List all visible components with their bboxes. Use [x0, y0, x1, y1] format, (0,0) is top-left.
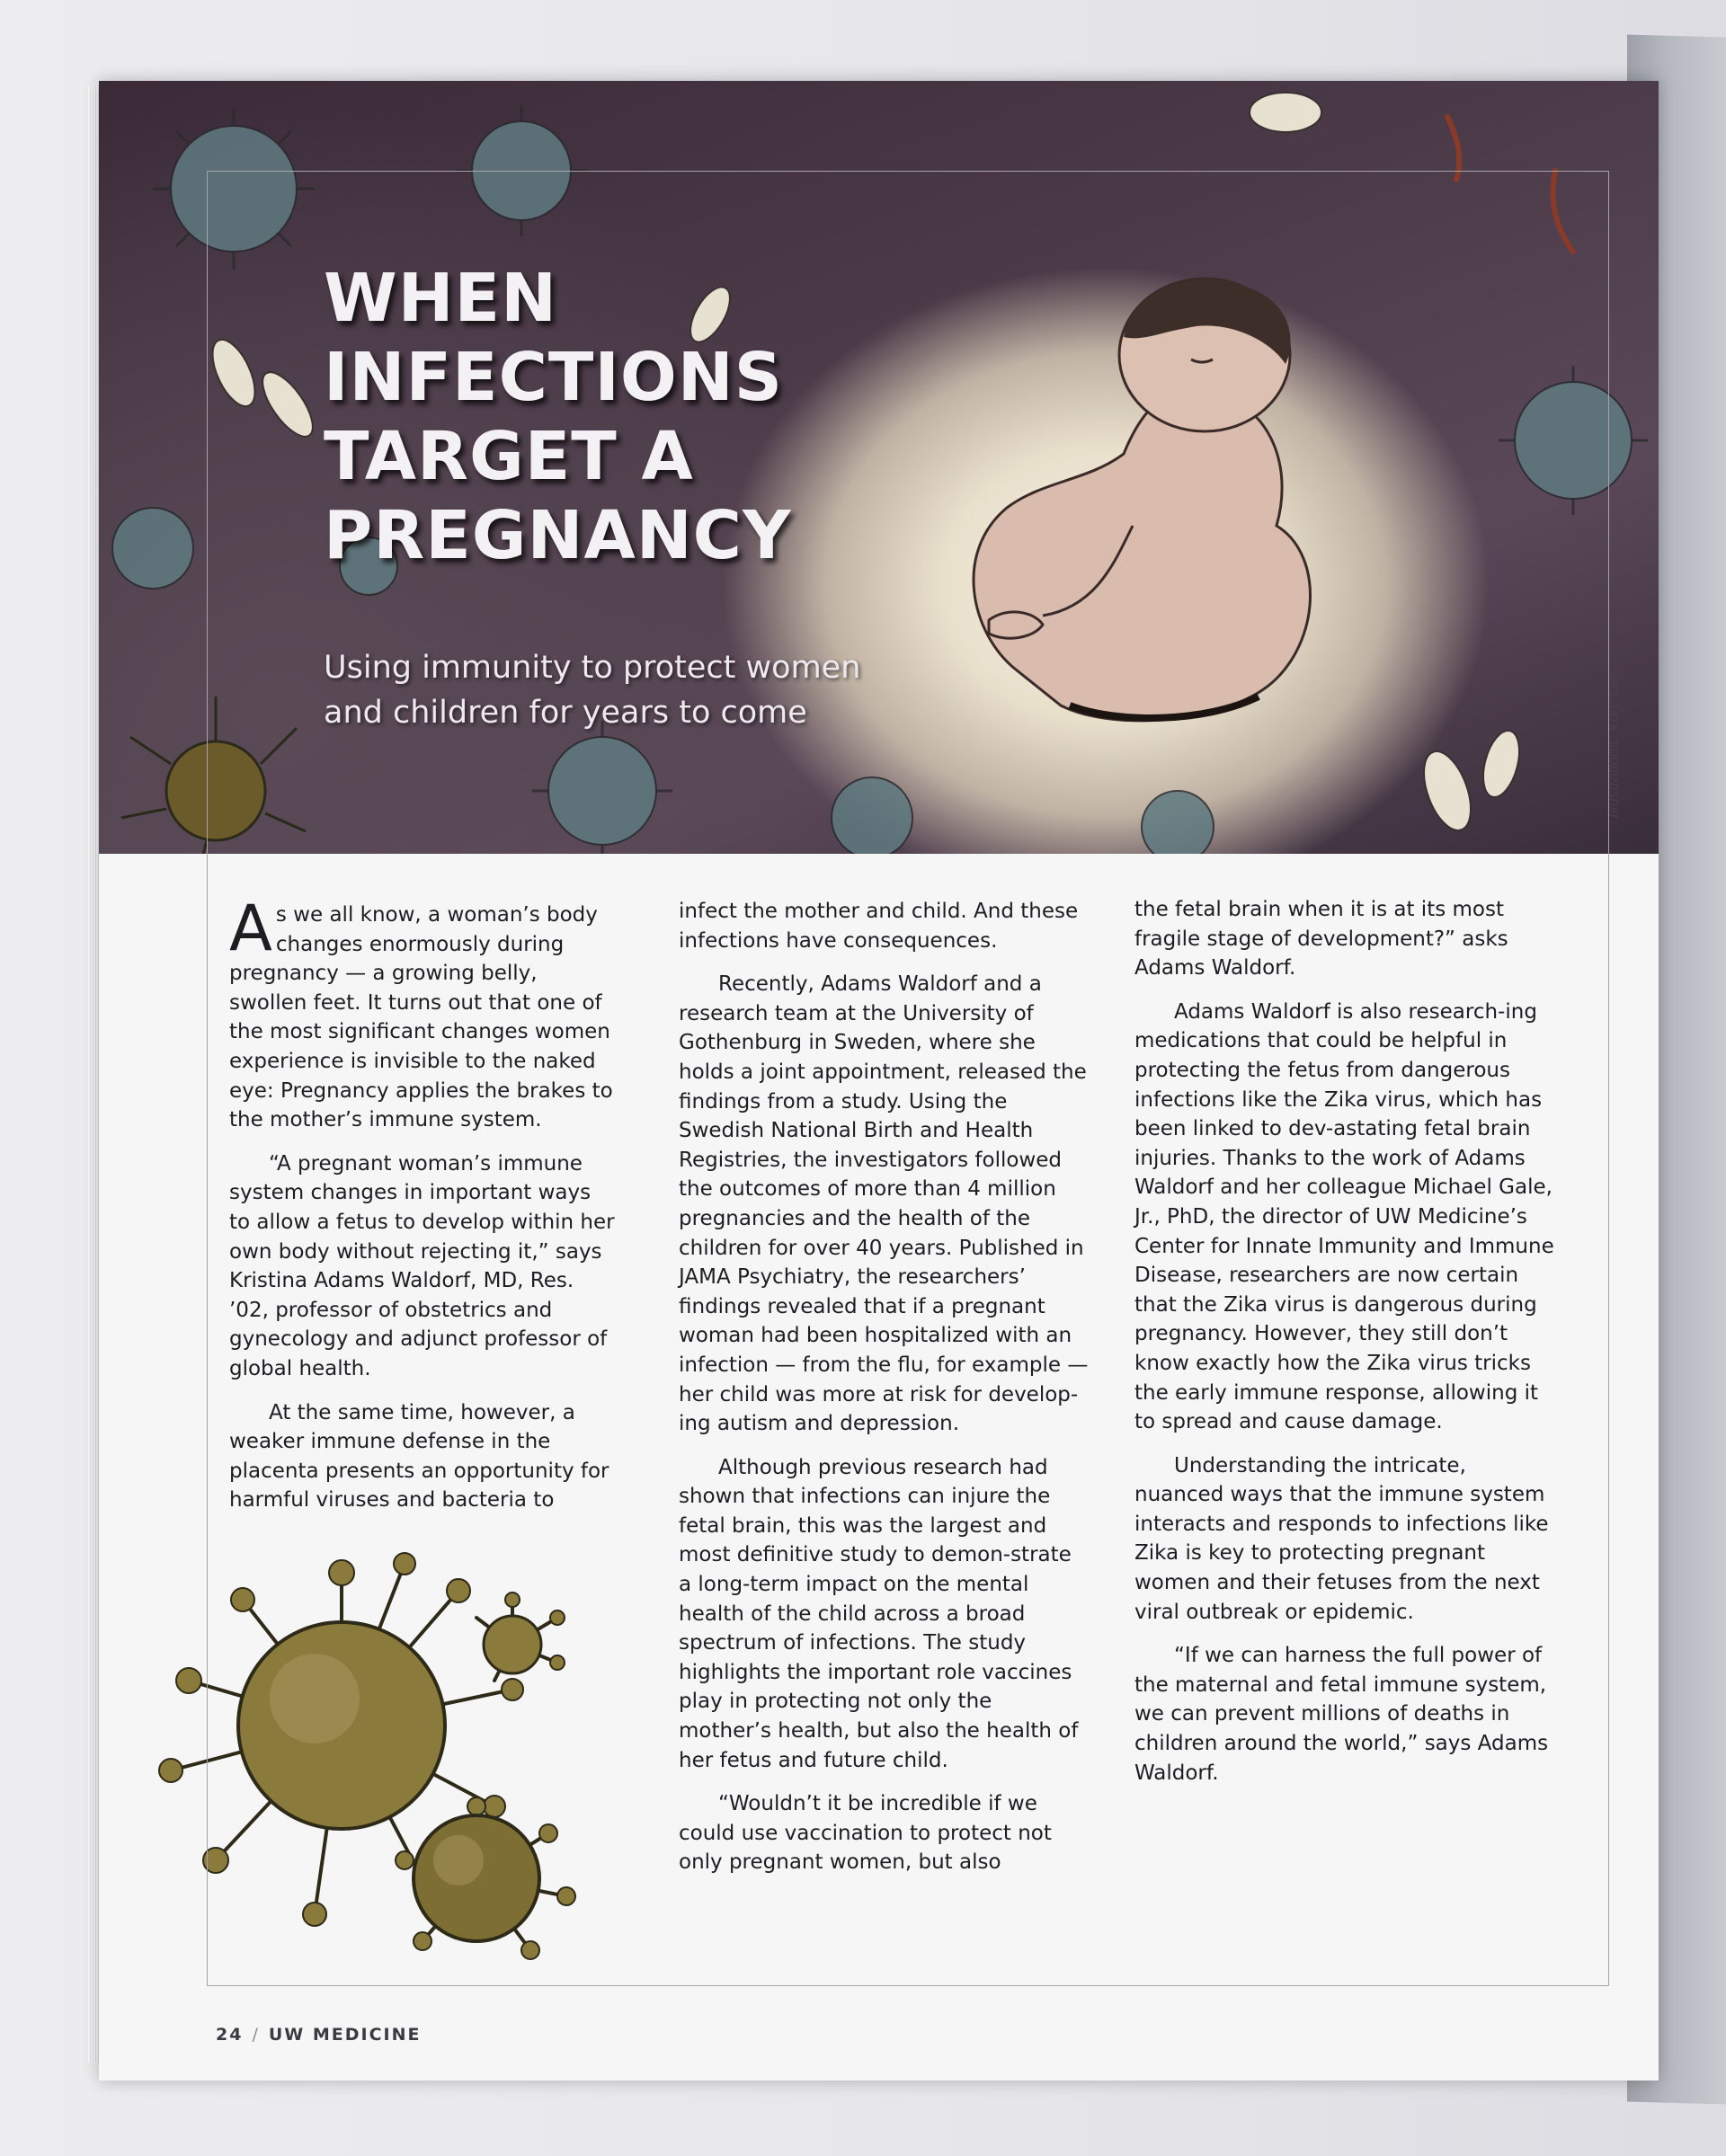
text-column-3 [1134, 895, 1557, 1802]
body-paragraph: “A pregnant woman’s immune system changes in important ways to allow a fetus to develop within her own body without rejecting it,” says Kristina Adams Waldorf, MD, Res. ’02, professor of obstetrics and gynecology and adjunct professor of global health. [229, 1151, 615, 1380]
baby-illustration [974, 279, 1311, 721]
magazine-page [99, 81, 1659, 2081]
body-paragraph: At the same time, however, a weaker immune defense in the placenta presents an opportunity for harmful viruses and bacteria to [229, 1400, 609, 1513]
body-paragraph: Recently, Adams Waldorf and a research team at the University of Gothenburg in Sweden, where she holds a joint appointment, released the findings from a study. Using the Swedish National Birth and Health Registries, the investigators followed the outcomes of more than 4 million pregnancies and the health of the children for over 40 years. Published in JAMA Psychiatry, the researchers’ findings revealed that if a pregnant woman had been hospitalized with an infection — from the flu, for example — her child was more at risk for develop-ing autism and depression. [679, 972, 1089, 1436]
body-paragraph: infect the mother and child. And these infections have consequences. [679, 900, 1079, 953]
body-paragraph: “Wouldn’t it be incredible if we could use vaccination to protect not only pregnant women, but also [679, 1792, 1052, 1875]
illustration-credit: Illustrations: Kory Lee [1605, 670, 1622, 818]
body-paragraph: As we all know, a woman’s body changes enormously during pregnancy — a growing belly, swollen feet. It turns out that one of the most significant changes women experience is invisible to the naked eye: Pregnancy applies the brakes to the mother’s immune system. [229, 892, 613, 1132]
article-subtitle: Using immunity to protect women and children for years to come [324, 650, 861, 731]
header-illustration [99, 81, 1659, 854]
body-paragraph: Understanding the intricate, nuanced ways that the immune system interacts and responds to infections like Zika is key to protecting pregnant women and their fetuses from the next viral outbreak or epidemic. [1134, 1453, 1549, 1624]
drop-cap: A [229, 892, 272, 965]
body-paragraph: Although previous research had shown that infections can injure the fetal brain, this was the largest and most definitive study to demon-strate a long-term impact on the mental health of the child across a broad spectrum of infections. The study highlights the important role vaccines play in protecting not only the mother’s health, but also the health of her fetus and future child. [679, 1455, 1079, 1772]
text-column-1 [229, 892, 616, 1530]
body-paragraph: the fetal brain when it is at its most fragile stage of development?” asks Adams Waldorf. [1134, 898, 1508, 980]
body-paragraph: “If we can harness the full power of the maternal and fetal immune system, we can prevent millions of deaths in children around the world,” says Adams Waldorf. [1134, 1644, 1549, 1785]
page-footer [216, 2025, 421, 2045]
text-column-2 [679, 897, 1089, 1892]
body-paragraph: Adams Waldorf is also research-ing medications that could be helpful in protecting the fetus from dangerous infections like the Zika virus, which has been linked to dev-astating fetal brain injuries. Thanks to the work of Adams Waldorf and her colleague Michael Gale, Jr., PhD, the director of UW Medicine’s Center for Innate Immunity and Immune Disease, researchers are now certain that the Zika virus is dangerous during pregnancy. However, they still don’t know exactly how the Zika virus tricks the early immune response, allowing it to spread and cause damage. [1134, 999, 1554, 1434]
virus-illustration [135, 1537, 638, 1968]
publication-name: UW MEDICINE [268, 2025, 422, 2045]
page-number: 24 [216, 2025, 244, 2045]
footer-separator: / [252, 2025, 260, 2045]
article-title: WHEN INFECTIONS TARGET A PREGNANCY [324, 260, 792, 574]
